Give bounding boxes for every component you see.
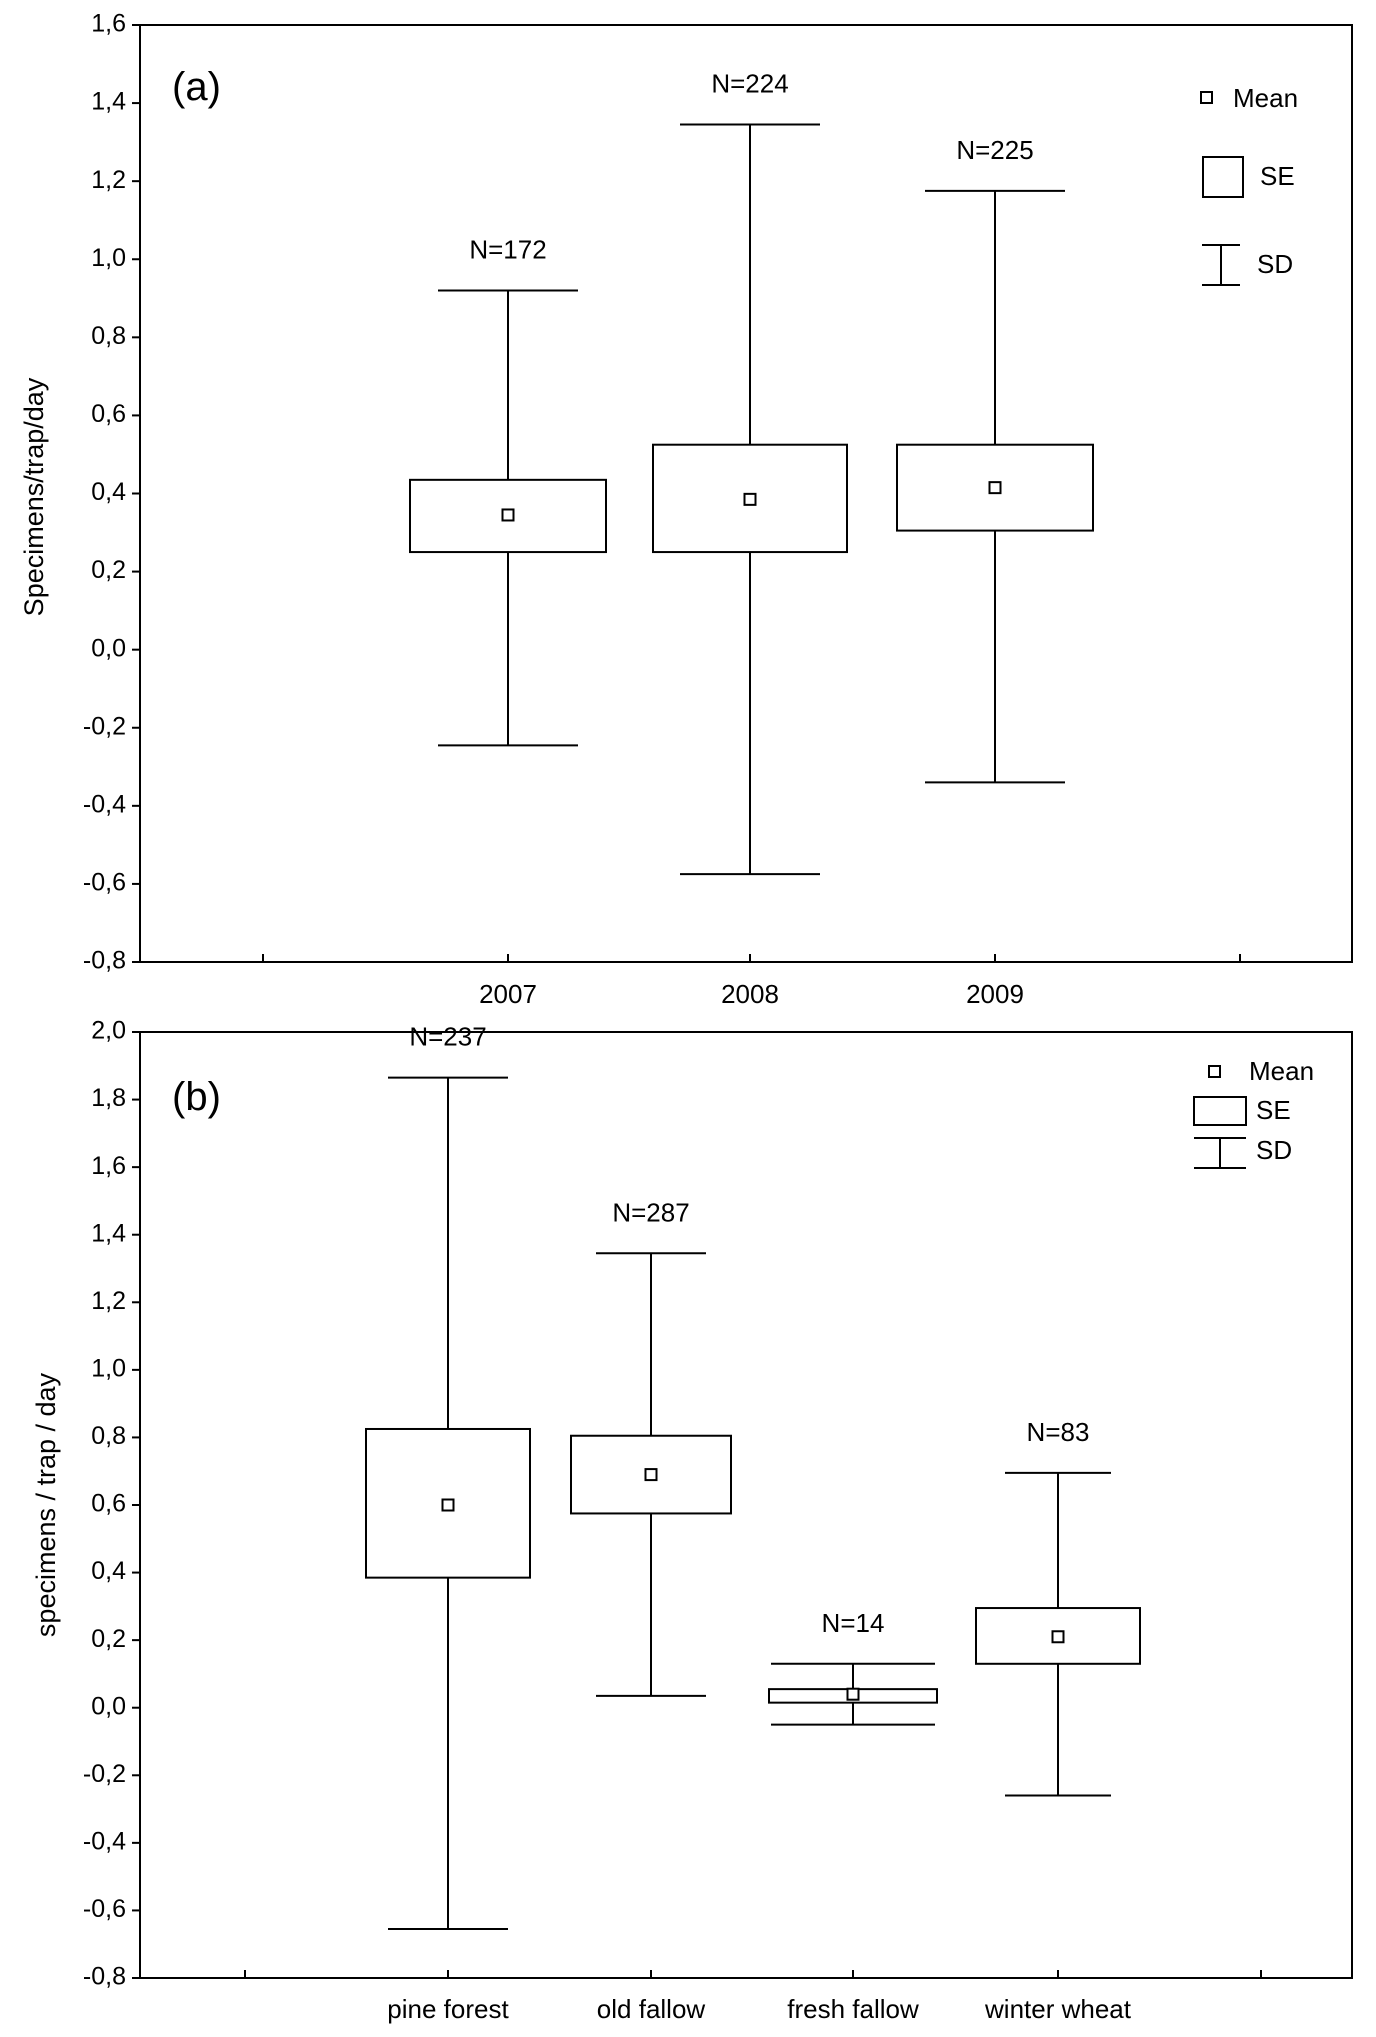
panel-b-legend-se-marker (1194, 1097, 1246, 1125)
panel-b-n-label: N=14 (821, 1607, 885, 1638)
panel-b-n-label: N=287 (612, 1197, 690, 1228)
panel-a-mean-marker (990, 482, 1001, 493)
panel-b-n-label: N=83 (1026, 1416, 1090, 1447)
panel-a-label: (a) (172, 65, 221, 109)
panel-b-y-tick-label: 0,0 (91, 1692, 126, 1721)
panel-a-legend-se-label: SE (1260, 160, 1295, 191)
panel-a-y-tick-label: -0,4 (82, 790, 126, 819)
panel-b-category-label: old fallow (596, 1994, 706, 2024)
panel-b-category-label: winter wheat (985, 1994, 1131, 2024)
panel-a-n-label: N=172 (469, 234, 547, 265)
panel-a-legend-se-marker (1203, 157, 1243, 197)
panel-b-y-tick-label: 0,6 (91, 1489, 126, 1518)
panel-b-y-tick-label: -0,6 (82, 1895, 126, 1924)
panel-b-y-tick-label: 0,2 (91, 1624, 126, 1653)
panel-a-legend-mean-marker (1201, 92, 1212, 103)
panel-a-y-tick-label: -0,2 (82, 712, 126, 741)
panel-a-y-tick-label: 0,0 (91, 634, 126, 663)
panel-b-mean-marker (848, 1689, 859, 1700)
panel-a-y-tick-label: 0,6 (91, 400, 126, 429)
panel-a-y-tick-label: 1,2 (91, 165, 126, 194)
panel-a-y-tick-label: -0,6 (82, 868, 126, 897)
panel-b-y-tick-label: -0,8 (82, 1962, 126, 1991)
panel-a-y-tick-label: 0,2 (91, 556, 126, 585)
panel-b-y-tick-label: 1,4 (91, 1219, 126, 1248)
panel-b-y-tick-label: 1,6 (91, 1151, 126, 1180)
panel-b-y-tick-label: -0,2 (82, 1759, 126, 1788)
panel-b-y-tick-label: 1,0 (91, 1354, 126, 1383)
panel-b-legend-se-label: SE (1256, 1094, 1291, 1125)
panel-a-y-tick-label: 0,4 (91, 478, 126, 507)
panel-a-y-tick-label: 0,8 (91, 321, 126, 350)
panel-b-y-tick-label: 2,0 (91, 1016, 126, 1045)
panel-b-y-tick-label: 0,8 (91, 1422, 126, 1451)
panel-b-category-label: pine forest (387, 1994, 509, 2024)
panel-a-y-tick-label: -0,8 (82, 946, 126, 975)
panel-a-mean-marker (745, 494, 756, 505)
panel-a-category-label: 2007 (479, 979, 537, 1009)
panel-b-y-tick-label: -0,4 (82, 1827, 126, 1856)
panel-b-mean-marker (443, 1500, 454, 1511)
panel-b-category-label: fresh fallow (787, 1994, 919, 2024)
panel-a-category-label: 2008 (721, 979, 779, 1009)
panel-b-mean-marker (646, 1469, 657, 1480)
panel-b-y-axis-title: specimens / trap / day (31, 1372, 61, 1638)
panel-b-y-tick-label: 1,2 (91, 1286, 126, 1315)
panel-a-y-tick-label: 1,4 (91, 87, 126, 116)
panel-a-legend-mean-label: Mean (1233, 82, 1299, 113)
panel-a-n-label: N=225 (956, 134, 1034, 165)
panel-a-y-tick-label: 1,0 (91, 243, 126, 272)
panel-a-y-axis-title: Specimens/trap/day (19, 377, 49, 617)
panel-b-label: (b) (172, 1075, 221, 1119)
panel-b-mean-marker (1053, 1631, 1064, 1642)
panel-b-legend-sd-label: SD (1256, 1134, 1293, 1165)
panel-b-n-label: N=237 (409, 1021, 487, 1052)
panel-a-mean-marker (503, 509, 514, 520)
panel-a-category-label: 2009 (966, 979, 1024, 1009)
panel-a-legend-sd-label: SD (1257, 248, 1294, 279)
panel-b-legend-mean-marker (1209, 1066, 1220, 1077)
panel-a-y-tick-label: 1,6 (91, 9, 126, 38)
panel-b-legend-mean-label: Mean (1249, 1055, 1315, 1086)
panel-a-n-label: N=224 (711, 68, 789, 99)
panel-b-y-tick-label: 1,8 (91, 1084, 126, 1113)
panel-b-y-tick-label: 0,4 (91, 1557, 126, 1586)
